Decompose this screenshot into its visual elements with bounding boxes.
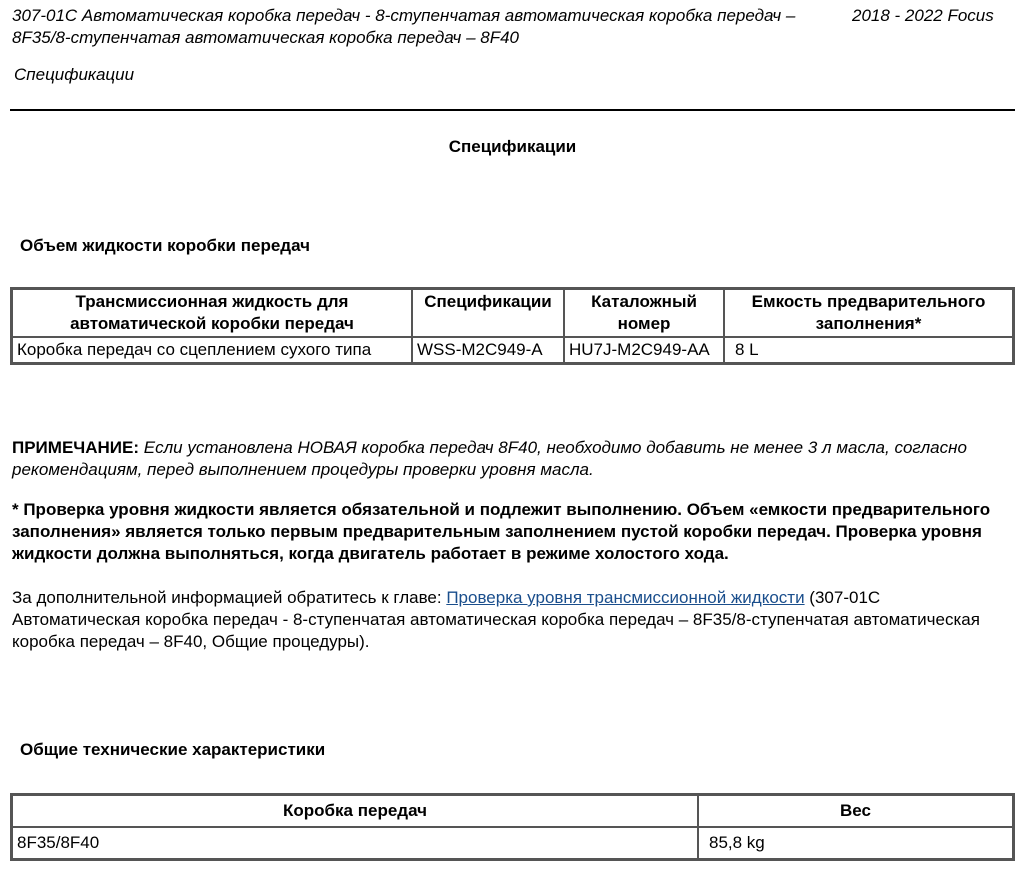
table-cell: 8F35/8F40 (12, 827, 698, 859)
table-cell: 8 L (724, 337, 1013, 363)
reference-suffix: (307-01C Автоматическая коробка передач - 8-ступенчатая автоматическая коробка передач – 8F35/8-ступенчатая автоматическая коробка передач – 8F40, Общие процедуры). (12, 588, 980, 651)
column-header: Емкость предварительного заполнения* (724, 289, 1013, 337)
column-header: Каталожный номер (564, 289, 724, 337)
column-header: Вес (698, 795, 1013, 827)
column-header: Коробка передач (12, 795, 698, 827)
table-cell: HU7J-M2C949-AA (564, 337, 724, 363)
reference-paragraph (12, 587, 1012, 653)
document-title: 307-01C Автоматическая коробка передач - 8-ступенчатая автоматическая коробка передач – 8F35/8-ступенчатая автоматическая коробка передач – 8F40 (12, 6, 796, 47)
fluid-check-statement: * Проверка уровня жидкости является обязательной и подлежит выполнению. Объем «емкости предварительного заполнения» является только первым предварительным заполнением пустой коробки передач. Проверка уровня жидкости должна выполняться, когда двигатель работает в режиме холостого хода. (12, 500, 991, 563)
fluid-capacity-heading: Объем жидкости коробки передач (20, 236, 310, 255)
note-paragraph (12, 437, 1012, 481)
header-divider (10, 109, 1015, 111)
fluid-level-check-link[interactable]: Проверка уровня трансмиссионной жидкости (446, 588, 805, 607)
note-text: Если установлена НОВАЯ коробка передач 8F40, необходимо добавить не менее 3 л масла, согласно рекомендациям, перед выполнением процедуры проверки уровня масла. (12, 438, 967, 479)
table-cell: WSS-M2C949-A (412, 337, 564, 363)
reference-prefix: За дополнительной информацией обратитесь к главе: (12, 588, 447, 607)
document-subtitle: Спецификации (14, 65, 135, 84)
page-title: Спецификации (448, 137, 577, 156)
fluid-capacity-table (10, 287, 1015, 365)
model-years: 2018 - 2022 Focus (852, 6, 994, 25)
table-cell: Коробка передач со сцеплением сухого типа (12, 337, 412, 363)
table-header-row (12, 795, 1013, 827)
general-specs-heading: Общие технические характеристики (20, 740, 326, 759)
table-cell: 85,8 kg (698, 827, 1013, 859)
table-header-row (12, 289, 1013, 337)
note-label: ПРИМЕЧАНИЕ: (12, 438, 139, 457)
general-specs-table (10, 793, 1015, 861)
table-row (12, 337, 1013, 363)
column-header: Спецификации (412, 289, 564, 337)
column-header: Трансмиссионная жидкость для автоматической коробки передач (12, 289, 412, 337)
table-row (12, 827, 1013, 859)
